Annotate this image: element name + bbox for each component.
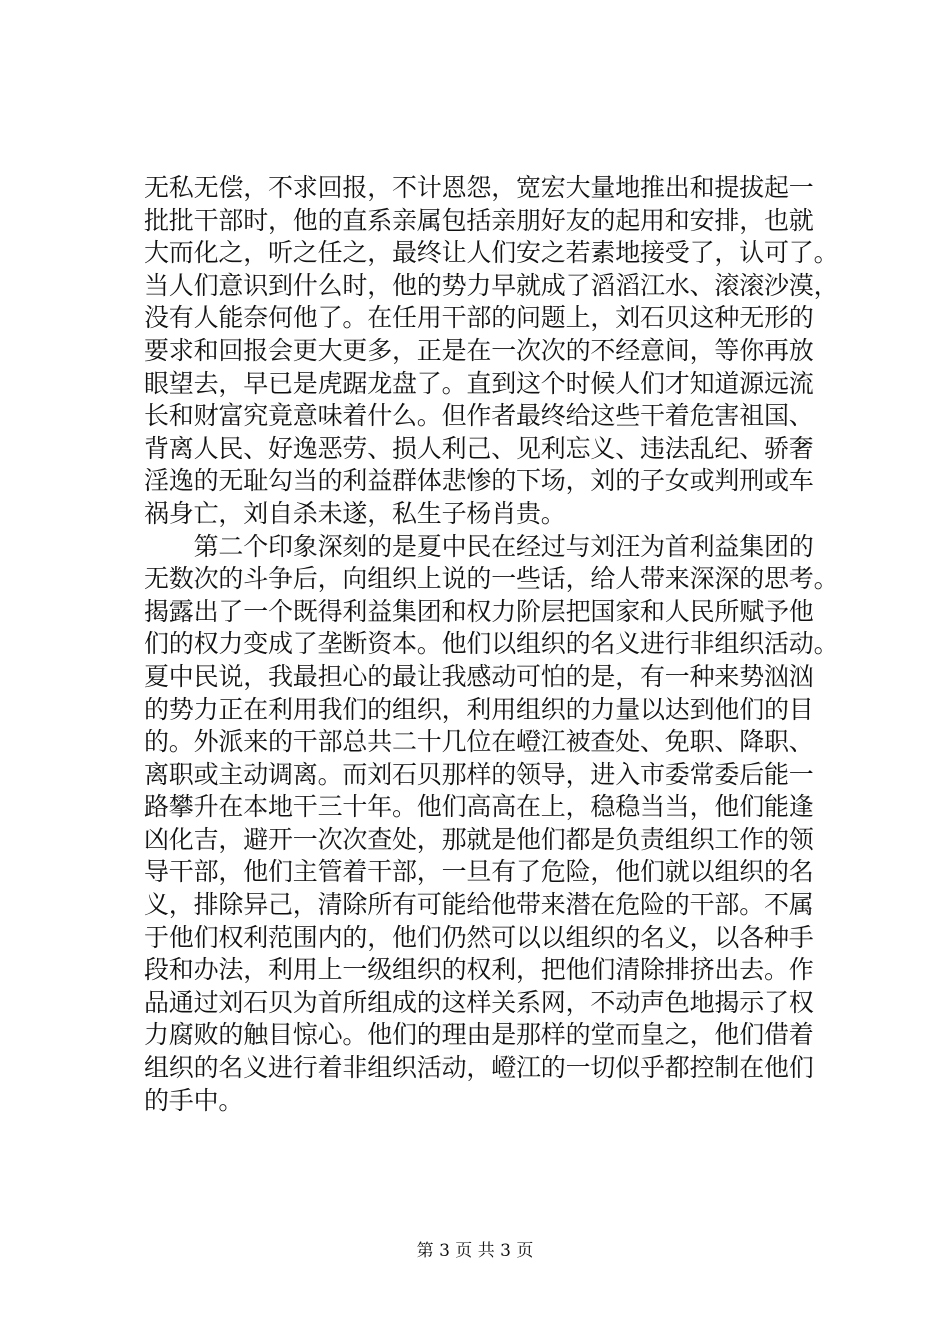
- text-line: 大而化之，听之任之，最终让人们安之若素地接受了，认可了。: [144, 238, 839, 268]
- text-line: 凶化吉，避开一次次查处，那就是他们都是负责组织工作的领: [144, 824, 814, 854]
- text-line: 背离人民、好逸恶劳、损人利己、见利忘义、违法乱纪、骄奢: [144, 433, 814, 463]
- page-footer: 第 3 页 共 3 页: [416, 1241, 534, 1261]
- text-line: 离职或主动调离。而刘石贝那样的领导，进入市委常委后能一: [144, 759, 814, 789]
- text-line: 无私无偿，不求回报，不计恩怨，宽宏大量地推出和提拔起一: [144, 173, 814, 202]
- text-line: 要求和回报会更大更多，正是在一次次的不经意间，等你再放: [144, 335, 814, 365]
- text-line: 导干部，他们主管着干部，一旦有了危险，他们就以组织的名: [144, 857, 814, 887]
- text-line: 的手中。: [144, 1085, 244, 1115]
- text-line: 批批干部时，他的直系亲属包括亲朋好友的起用和安排，也就: [144, 205, 814, 235]
- text-line: 淫逸的无耻勾当的利益群体悲惨的下场，刘的子女或判刑或车: [144, 466, 814, 496]
- text-line: 们的权力变成了垄断资本。他们以组织的名义进行非组织活动。: [144, 629, 839, 659]
- text-line: 第二个印象深刻的是夏中民在经过与刘汪为首利益集团的: [144, 531, 814, 561]
- text-line: 品通过刘石贝为首所组成的这样关系网，不动声色地揭示了权: [144, 987, 814, 1017]
- text-line: 义，排除异己，清除所有可能给他带来潜在危险的干部。不属: [144, 890, 814, 920]
- text-line: 的势力正在利用我们的组织，利用组织的力量以达到他们的目: [144, 694, 814, 724]
- text-line: 长和财富究竟意味着什么。但作者最终给这些干着危害祖国、: [144, 401, 814, 431]
- text-line: 力腐败的触目惊心。他们的理由是那样的堂而皇之，他们借着: [144, 1020, 814, 1050]
- text-line: 揭露出了一个既得利益集团和权力阶层把国家和人民所赋予他: [144, 596, 814, 626]
- text-line: 无数次的斗争后，向组织上说的一些话，给人带来深深的思考。: [144, 564, 839, 594]
- text-line: 于他们权利范围内的，他们仍然可以以组织的名义，以各种手: [144, 922, 814, 952]
- text-line: 组织的名义进行着非组织活动，嶝江的一切似乎都控制在他们: [144, 1053, 814, 1083]
- text-line: 段和办法，利用上一级组织的权利，把他们清除排挤出去。作: [144, 955, 814, 985]
- body-text: [144, 172, 844, 1117]
- text-line: 当人们意识到什么时，他的势力早就成了滔滔江水、滚滚沙漠，: [144, 270, 839, 300]
- text-line: 眼望去，早已是虎踞龙盘了。直到这个时候人们才知道源远流: [144, 368, 814, 398]
- text-line: 夏中民说，我最担心的最让我感动可怕的是，有一种来势汹汹: [144, 661, 814, 691]
- text-line: 祸身亡，刘自杀未遂，私生子杨肖贵。: [144, 498, 566, 528]
- text-line: 路攀升在本地干三十年。他们高高在上，稳稳当当，他们能逢: [144, 792, 814, 822]
- text-line: 没有人能奈何他了。在任用干部的问题上，刘石贝这种无形的: [144, 303, 814, 333]
- text-line: 的。外派来的干部总共二十几位在嶝江被查处、免职、降职、: [144, 727, 814, 757]
